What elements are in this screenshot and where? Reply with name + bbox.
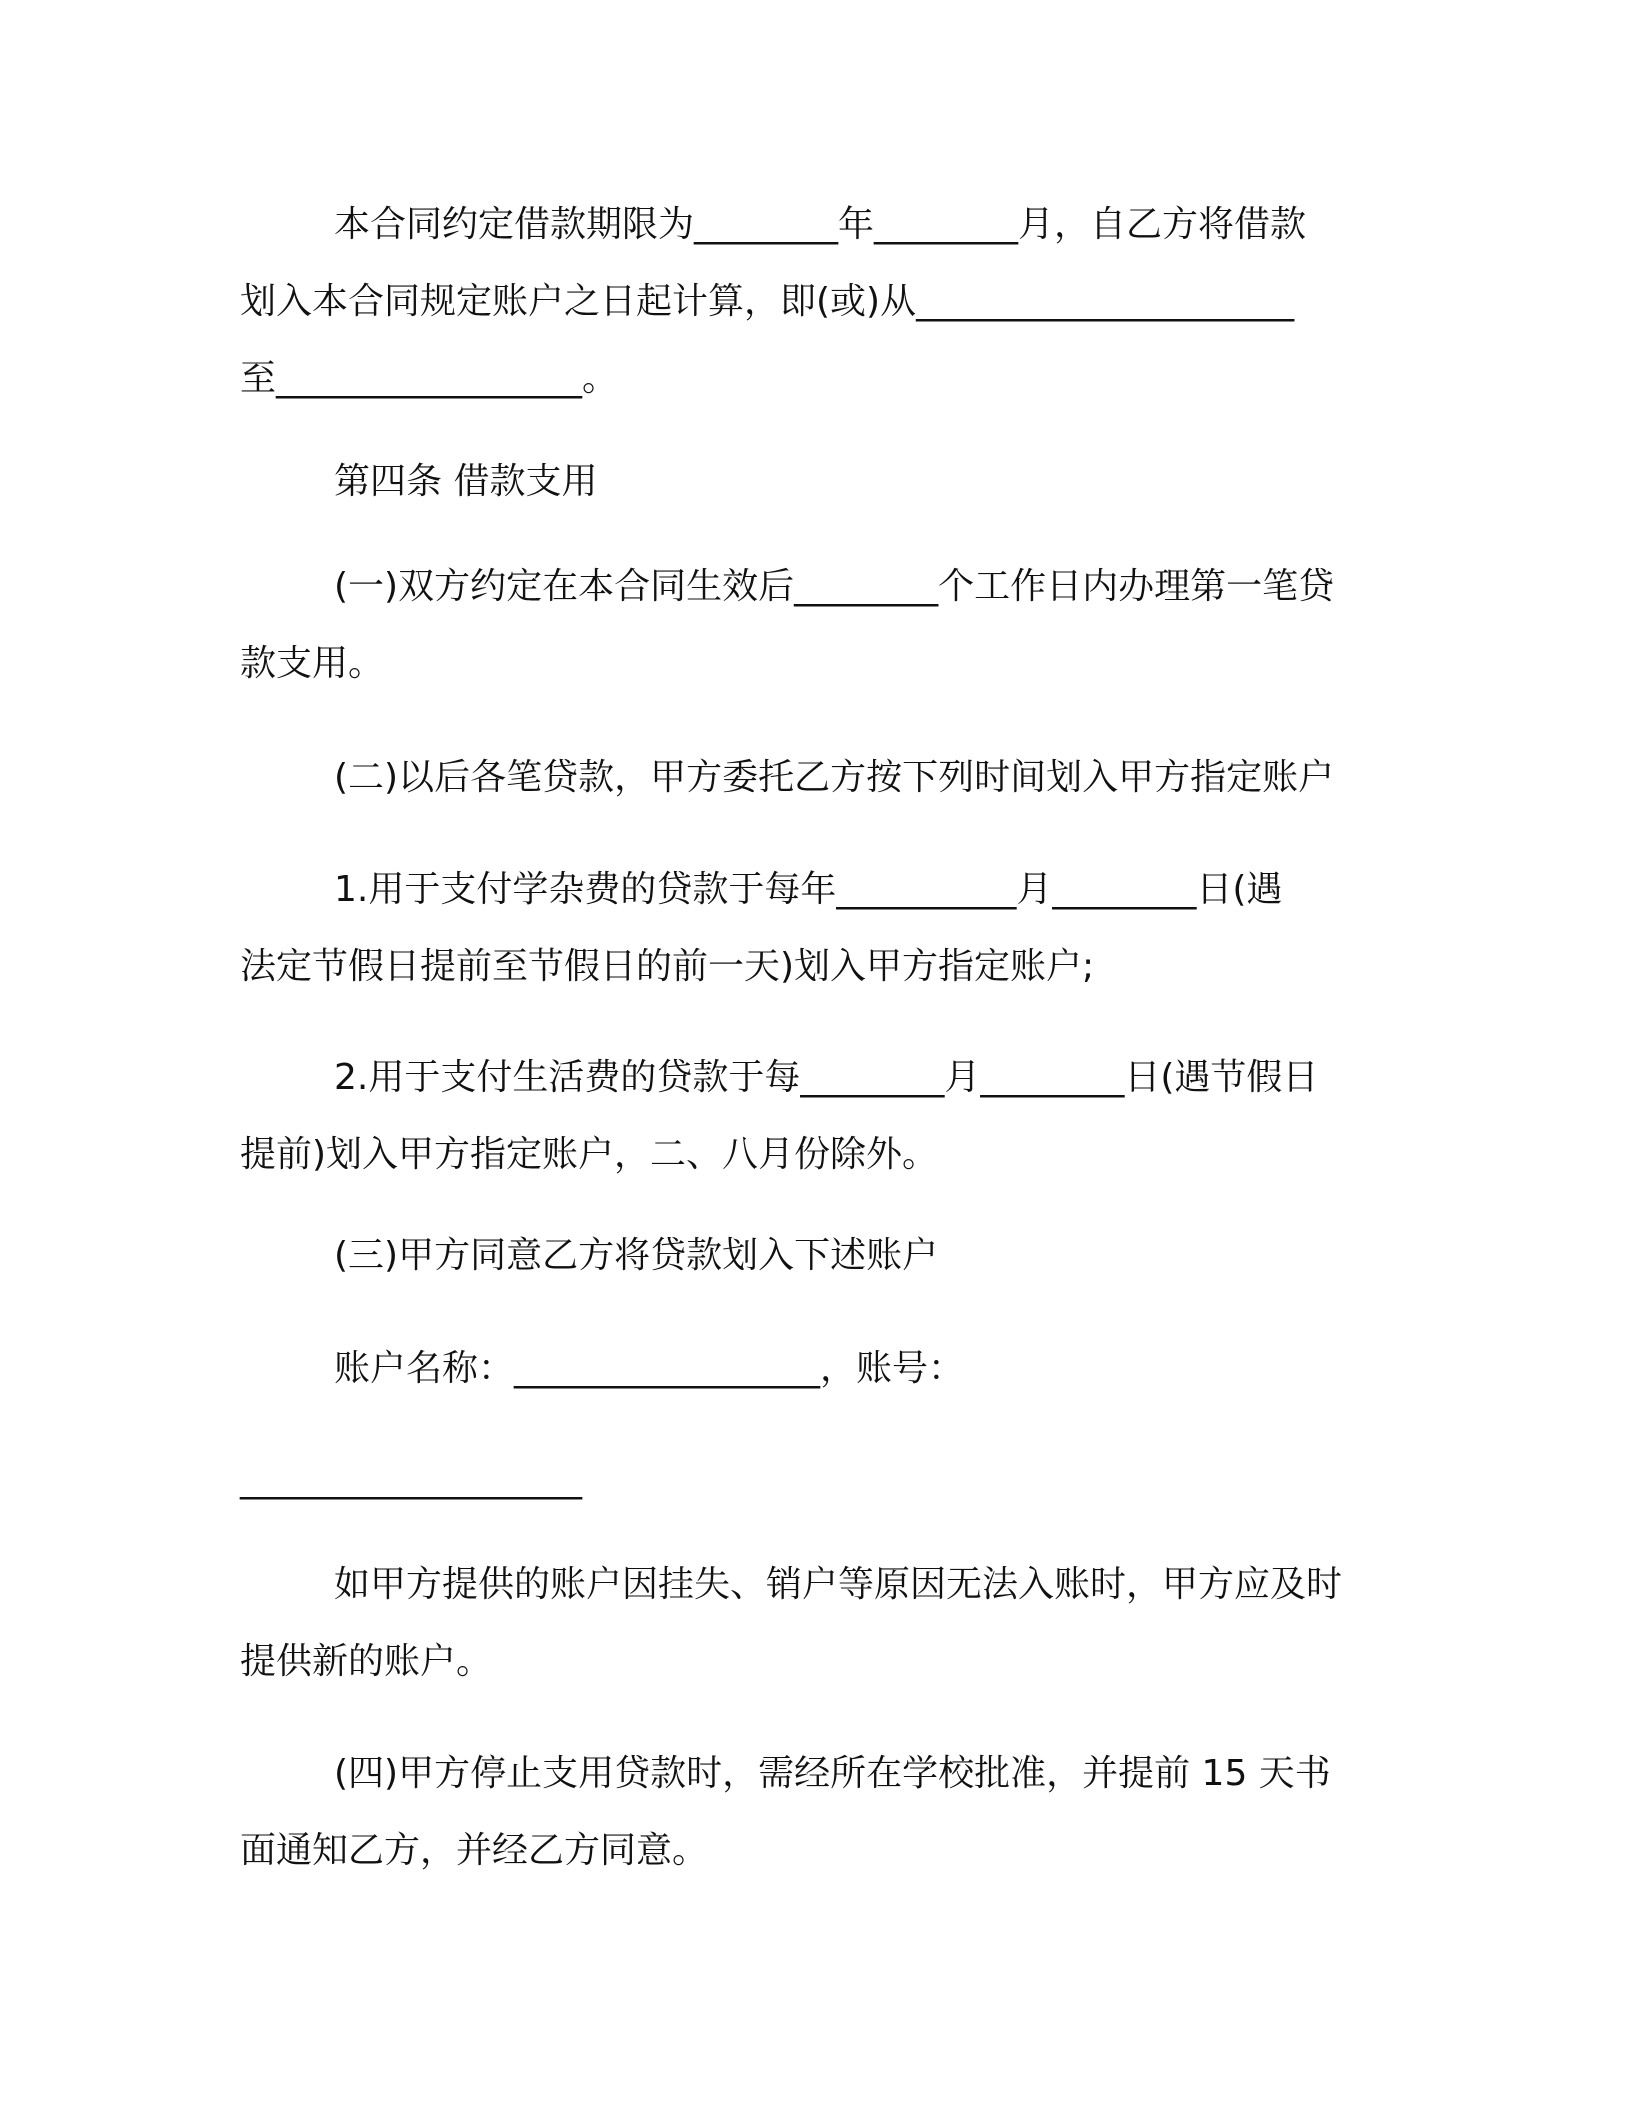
paragraph-line: (二)以后各笔贷款，甲方委托乙方按下列时间划入甲方指定账户 xyxy=(334,757,1335,798)
paragraph-line: 2.用于支付生活费的贷款于每________月________日(遇节假日 xyxy=(334,1057,1319,1098)
paragraph-line: 提前)划入甲方指定账户，二、八月份除外。 xyxy=(240,1134,939,1175)
paragraph-line: 法定节假日提前至节假日的前一天)划入甲方指定账户; xyxy=(240,946,1095,987)
paragraph-line: 至_________________。 xyxy=(240,358,618,399)
paragraph-line: (四)甲方停止支用贷款时，需经所在学校批准，并提前 15 天书 xyxy=(334,1753,1331,1794)
paragraph-living-loan xyxy=(240,1039,1380,1193)
paragraph-account-consent xyxy=(240,1217,1380,1294)
document-content xyxy=(240,186,1380,1889)
paragraph-line: 如甲方提供的账户因挂失、销户等原因无法入账时，甲方应及时 xyxy=(334,1564,1343,1605)
paragraph-first-drawdown xyxy=(240,548,1380,702)
paragraph-line: (三)甲方同意乙方将贷款划入下述账户 xyxy=(334,1235,939,1276)
paragraph-stop-loan xyxy=(240,1735,1380,1889)
paragraph-line: ___________________ xyxy=(240,1459,582,1500)
paragraph-line: 面通知乙方，并经乙方同意。 xyxy=(240,1830,709,1871)
account-number-blank-line xyxy=(240,1441,1380,1518)
paragraph-line: 划入本合同规定账户之日起计算，即(或)从_____________________ xyxy=(240,281,1295,322)
article-heading xyxy=(240,443,1380,520)
paragraph-line: 账户名称：_________________，账号： xyxy=(334,1348,965,1389)
paragraph-line: (一)双方约定在本合同生效后________个工作日内办理第一笔贷 xyxy=(334,566,1335,607)
article-title: 第四条 借款支用 xyxy=(334,461,598,502)
paragraph-loan-term xyxy=(240,186,1380,417)
account-fields-line xyxy=(240,1330,1380,1407)
paragraph-line: 1.用于支付学杂费的贷款于每年__________月________日(遇 xyxy=(334,869,1283,910)
paragraph-line: 款支用。 xyxy=(240,643,385,684)
paragraph-account-change xyxy=(240,1546,1380,1700)
paragraph-tuition-loan xyxy=(240,851,1380,1005)
paragraph-subsequent-loans xyxy=(240,739,1380,816)
paragraph-line: 本合同约定借款期限为________年________月，自乙方将借款 xyxy=(334,204,1307,245)
paragraph-line: 提供新的账户。 xyxy=(240,1641,493,1682)
